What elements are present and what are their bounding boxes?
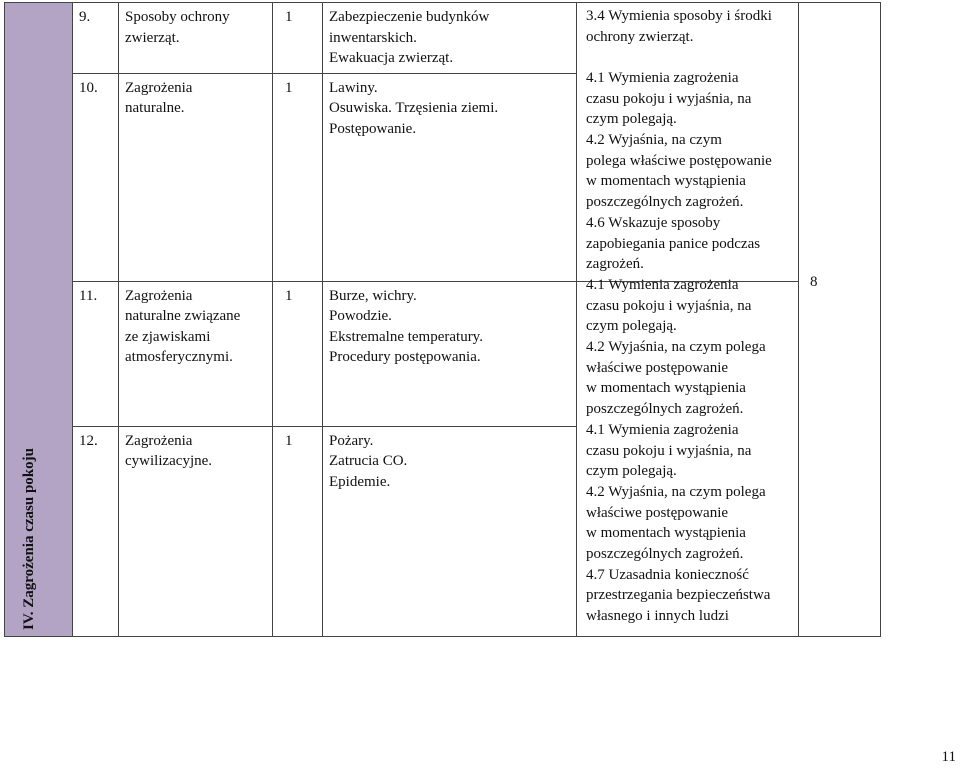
requirement-line: poszczególnych zagrożeń. bbox=[586, 546, 744, 563]
lesson-topic: Sposoby ochrony zwierząt. bbox=[119, 3, 273, 74]
lesson-content: Zabezpieczenie budynków inwentarskich. Ewakuacja zwierząt. bbox=[323, 3, 577, 74]
requirement-line: 4.1 Wymienia zagrożenia bbox=[586, 69, 739, 86]
lesson-topic: Zagrożenia naturalne związane ze zjawiskami atmosferycznymi. bbox=[119, 281, 273, 426]
lesson-content: Burze, wichry. Powodzie. Ekstremalne temperatury. Procedury postępowania. bbox=[323, 281, 577, 426]
requirement-line: właściwe postępowanie bbox=[586, 359, 729, 376]
lesson-number: 9. bbox=[73, 3, 119, 74]
requirement-line: 3.4 Wymienia sposoby i środki bbox=[586, 8, 772, 24]
grade-value: 8 bbox=[810, 274, 818, 290]
lesson-topic: Zagrożenia naturalne. bbox=[119, 73, 273, 281]
requirement-line: poszczególnych zagrożeń. bbox=[586, 194, 744, 211]
requirement-line: 4.2 Wyjaśnia, na czym polega bbox=[586, 339, 766, 356]
section-label-cell bbox=[5, 3, 73, 637]
lesson-content: Lawiny. Osuwiska. Trzęsienia ziemi. Postępowanie. bbox=[323, 73, 577, 281]
lesson-hours: 1 bbox=[273, 3, 323, 74]
requirement-line: czasu pokoju i wyjaśnia, na bbox=[586, 297, 752, 314]
lesson-content: Pożary. Zatrucia CO. Epidemie. bbox=[323, 426, 577, 636]
requirement-line: 4.2 Wyjaśnia, na czym bbox=[586, 132, 722, 149]
requirement-line: czym polegają. bbox=[586, 318, 677, 335]
page-number: 11 bbox=[941, 749, 956, 765]
requirement-line: 4.7 Uzasadnia konieczność bbox=[586, 566, 749, 583]
requirement-line: czym polegają. bbox=[586, 111, 677, 128]
lesson-hours: 1 bbox=[273, 73, 323, 281]
requirement-line: w momentach wystąpienia bbox=[586, 525, 746, 542]
requirement-line: poszczególnych zagrożeń. bbox=[586, 401, 744, 418]
section-label: IV. Zagrożenia czasu pokoju bbox=[21, 447, 37, 630]
requirement-line: czasu pokoju i wyjaśnia, na bbox=[586, 442, 752, 459]
requirement-line: czasu pokoju i wyjaśnia, na bbox=[586, 90, 752, 107]
lesson-topic: Zagrożenia cywilizacyjne. bbox=[119, 426, 273, 636]
requirement-line: 4.1 Wymienia zagrożenia bbox=[586, 276, 739, 293]
lesson-hours: 1 bbox=[273, 426, 323, 636]
requirement-line: w momentach wystąpienia bbox=[586, 380, 746, 397]
requirement-line: zagrożeń. bbox=[586, 256, 644, 273]
requirement-line: 4.6 Wskazuje sposoby bbox=[586, 214, 721, 231]
requirement-line: polega właściwe postępowanie bbox=[586, 152, 772, 169]
requirement-line: 4.1 Wymienia zagrożenia bbox=[586, 421, 739, 438]
requirement-line: w momentach wystąpienia bbox=[586, 173, 746, 190]
requirement-line: czym polegają. bbox=[586, 463, 677, 480]
lesson-hours: 1 bbox=[273, 281, 323, 426]
requirement-line: własnego i innych ludzi bbox=[586, 608, 729, 625]
requirement-line: 4.2 Wyjaśnia, na czym polega bbox=[586, 483, 766, 500]
requirements-column bbox=[586, 6, 800, 627]
requirement-line: zapobiegania panice podczas bbox=[586, 235, 761, 252]
lesson-number: 10. bbox=[73, 73, 119, 281]
requirement-line: przestrzegania bezpieczeństwa bbox=[586, 587, 771, 604]
lesson-number: 11. bbox=[73, 281, 119, 426]
requirement-line: właściwe postępowanie bbox=[586, 504, 729, 521]
requirement-line: ochrony zwierząt. bbox=[586, 28, 694, 45]
lesson-number: 12. bbox=[73, 426, 119, 636]
empty-cell bbox=[799, 3, 881, 637]
